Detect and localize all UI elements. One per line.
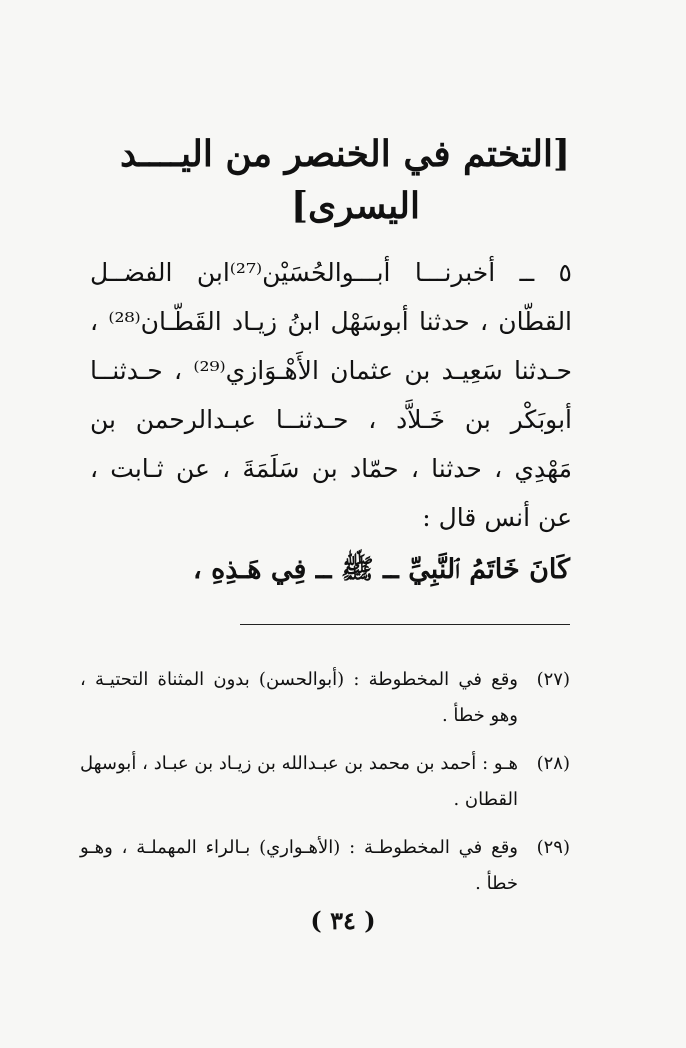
hadith-text — [90, 248, 572, 542]
hadith-line: ٥ ــ أخبرنـــا أبـــوالحُسَيْن⁽²⁷⁾ابن الفضــل — [90, 258, 572, 287]
footnote-number: (٢٩) — [536, 837, 570, 858]
footnote-text: هـو : أحمد بن محمد بن عبـدالله بن زيـاد بن عبـاد ، أبوسهل القطان . — [80, 753, 518, 810]
footnote-28 — [80, 746, 570, 818]
footnotes — [80, 662, 570, 914]
heading-line-1: [التختم في الخنصر من اليــــد — [119, 133, 570, 175]
footnote-29 — [80, 830, 570, 902]
hadith-line: عن أنس قال : — [422, 503, 572, 532]
footnote-27 — [80, 662, 570, 734]
footnote-divider — [240, 624, 570, 625]
hadith-quote: كَانَ خَاتَمُ ٱلنَّبِيِّ ــ ﷺ ــ فِي هَـذِهِ ، — [192, 554, 570, 585]
hadith-line: حـدثنا سَعِيـد بن عثمان الأَهْـوَازي⁽²⁹⁾ ، حـدثنــا — [90, 356, 572, 385]
section-heading — [80, 128, 570, 232]
footnote-number: (٢٧) — [536, 669, 570, 690]
hadith-line: أبوبَكْر بن خَـلاَّد ، حـدثنــا عبـدالرحمن بن — [90, 405, 572, 434]
footnote-number: (٢٨) — [536, 753, 570, 774]
footnote-text: وقع في المخطوطة : (أبوالحسن) بدون المثناة التحتيـة ، وهو خطأ . — [80, 669, 518, 726]
heading-line-2: اليسرى] — [290, 185, 420, 227]
hadith-line: القطّان ، حدثنا أبوسَهْل ابنُ زيـاد القَطّـان⁽²⁸⁾ ، — [90, 307, 573, 336]
hadith-line: مَهْدِي ، حدثنا ، حمّاد بن سَلَمَةَ ، عن ثـابت ، — [90, 454, 572, 483]
page-number: ( ٣٤ ) — [310, 906, 376, 935]
footnote-text: وقع في المخطوطـة : (الأهـواري) بـالراء المهملـة ، وهـو خطأ . — [80, 837, 518, 894]
